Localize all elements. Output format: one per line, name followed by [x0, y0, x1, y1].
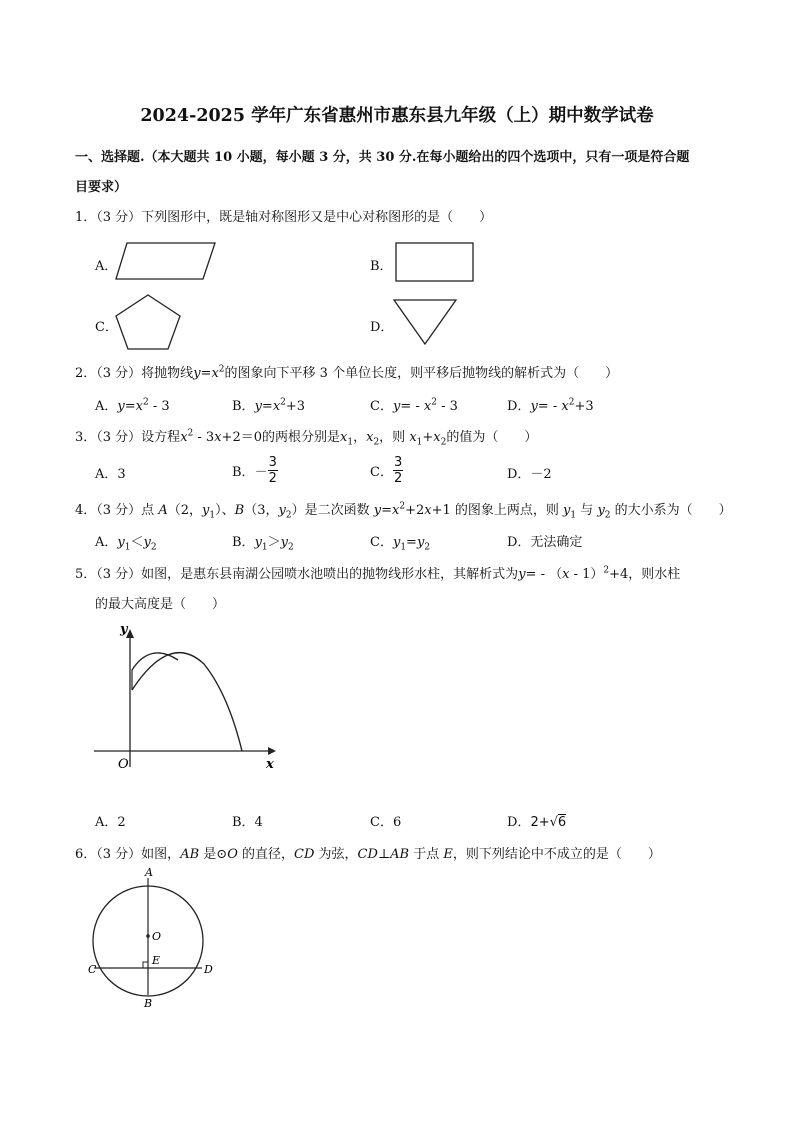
q5-option-a: A．2 [95, 815, 126, 830]
q3-option-c: C． $\frac{3}{2}$ [370, 455, 403, 486]
center-dot [146, 934, 150, 938]
x-axis-arrow [268, 747, 276, 755]
section-heading-cont: 目要求） [75, 180, 128, 195]
section-heading: 一、选择题.（本大题共 10 小题，每小题 3 分，共 30 分.在每小题给出的四个选项中，只有一项是符合题 [75, 150, 690, 165]
origin-label: O [118, 757, 129, 772]
label-b: B [144, 997, 153, 1010]
q2-option-b: B．$y=x^2+3$ [232, 397, 306, 414]
q4-option-c: C．$y_1=y_2$ [370, 535, 431, 553]
q1-stem: 1．（3 分）下列图形中，既是轴对称图形又是中心对称图形的是（ ） [75, 210, 493, 225]
q1-option-b-rectangle [395, 241, 475, 283]
q2-num: 2．（3 分）将抛物线 [75, 366, 194, 381]
q6-circle-figure [88, 865, 223, 1015]
q5-option-d: D．2+√6 [507, 815, 567, 830]
q1-option-d-triangle [392, 298, 458, 346]
q3-option-a: A．3 [95, 467, 126, 482]
label-e: E [152, 954, 161, 967]
x-axis-label: x [266, 757, 274, 772]
q4-option-d: D．无法确定 [507, 535, 583, 550]
q4-stem: 4．（3 分）点 A（2，$y_1$）、B（3，$y_2$）是二次函数 $y=x^2+2x+1$ 的图象上两点，则 $y_1$ 与 $y_2$ 的大小系为（ ） [75, 501, 732, 521]
y-axis-label: y [120, 622, 128, 637]
q5-option-b: B．4 [232, 815, 263, 830]
q2-stem: 2．（3 分）将抛物线$y=x^2$的图象向下平移 3 个单位长度，则平移后抛物线的解析式为（ ） [75, 364, 619, 381]
label-d: D [204, 963, 213, 976]
q3-stem: 3．（3 分）设方程$x^2 - 3x+2=0$的两根分别是$x_1$，$x_2$，则 $x_1+x_2$的值为（ ） [75, 428, 538, 448]
q1-option-a-parallelogram [115, 241, 217, 281]
q3-option-b: B．－ $\frac{3}{2}$ [232, 455, 277, 486]
q2-option-a: A．$y=x^2 - 3$ [95, 397, 170, 414]
q4-option-b: B．$y_1>y_2$ [232, 535, 294, 553]
q5-option-c: C．6 [370, 815, 402, 830]
q3-option-d: D．－2 [507, 467, 552, 482]
label-a: A [145, 866, 153, 879]
q1-option-d-label: D． [370, 320, 394, 335]
q2-mid: 的图象向下平移 3 个单位长度，则平移后抛物线的解析式为（ ） [224, 366, 619, 381]
q1-option-a-label: A． [95, 259, 118, 274]
q5-parabola-graph [90, 622, 280, 772]
q2-option-d: D．$y= - x^2+3$ [507, 397, 594, 414]
label-o: O [152, 930, 162, 943]
label-c: C [88, 963, 97, 976]
right-angle-mark [143, 962, 148, 968]
q1-option-c-label: C． [95, 320, 118, 335]
q5-stem-line1: 5．（3 分）如图，是惠东县南湖公园喷水池喷出的抛物线形水柱，其解析式为y= - （x - 1）$^2$+4，则水柱 [75, 565, 681, 582]
q5-stem-line2: 的最大高度是（ ） [95, 597, 226, 612]
q1-option-c-pentagon [114, 292, 184, 352]
parabola-curve [132, 653, 242, 751]
q4-option-a: A．$y_1<y_2$ [95, 535, 157, 553]
q1-option-b-label: B． [370, 259, 393, 274]
page-title: 2024-2025 学年广东省惠州市惠东县九年级（上）期中数学试卷 [140, 106, 654, 126]
q2-option-c: C．$y= - x^2 - 3$ [370, 397, 458, 414]
q6-stem: 6．（3 分）如图，AB 是⊙O 的直径，CD 为弦，CD⊥AB 于点 E，则下列结论中不成立的是（ ） [75, 847, 661, 862]
